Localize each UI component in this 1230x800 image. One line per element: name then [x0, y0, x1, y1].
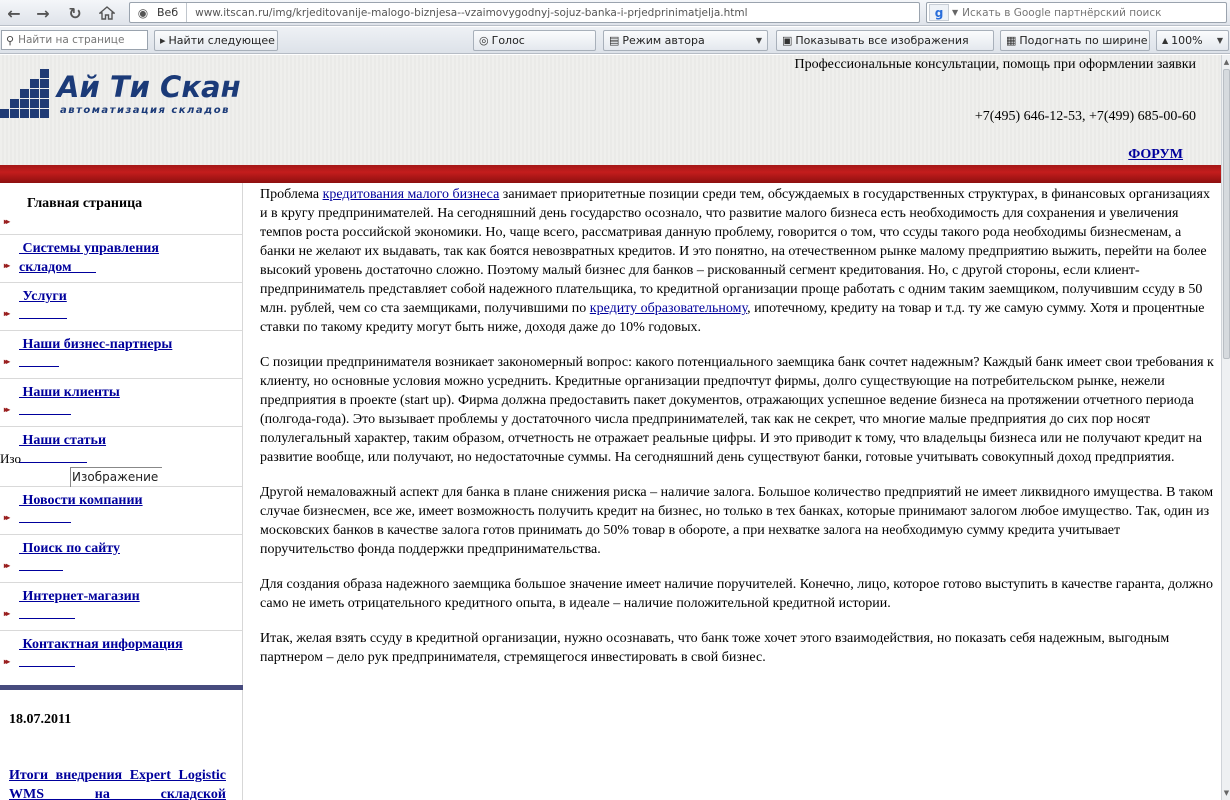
double-arrow-icon: ▸▸: [4, 309, 9, 318]
article-paragraph: Для создания образа надежного заемщика большое значение имеет наличие поручителей. Конечно, лицо, которое готово выступить в качестве гаранта, должно само не иметь отрицательного кредитного опыта, в идеале – наличие положительной кредитной истории.: [260, 577, 1214, 611]
forum-link[interactable]: ФОРУМ: [1128, 147, 1183, 162]
google-icon[interactable]: g: [929, 4, 949, 21]
news-date: 18.07.2011: [9, 712, 72, 727]
sidebar-item-news[interactable]: [0, 487, 242, 535]
fit-width-icon: ▦: [1006, 34, 1017, 47]
address-mode-label[interactable]: Веб: [157, 3, 187, 22]
reload-icon[interactable]: ↻: [68, 3, 82, 23]
sidebar: [0, 183, 243, 800]
address-url[interactable]: www.itscan.ru/img/krjeditovanije-malogo-biznjesa--vzaimovygodnyj-sojuz-banka-i-prjedprinimatjelja.html: [195, 6, 748, 19]
find-next-icon: ▸: [160, 34, 166, 47]
double-arrow-icon: ▸▸: [4, 217, 9, 226]
article-paragraph: Другой немаловажный аспект для банка в плане снижения риска – наличие залога. Большое количество предприятий не имеет ликвидного имущества. В таком случае бизнесмен, все же, имеет возможность получить кредит на бизнес, но только в тех банках, которые принимают залогом любое имущество. Так, один из московских банков в качестве залога готов принимать до 50% товар в обороте, а при нехватке залога на необходимую сумму кредита учитывает поручительство фонда поддержки предпринимательства.: [260, 485, 1214, 557]
sidebar-item-label[interactable]: Контактная информация: [22, 637, 183, 652]
sidebar-item-shop[interactable]: [0, 583, 242, 631]
article-link-small-business-credit[interactable]: кредитования малого бизнеса: [322, 187, 500, 202]
double-arrow-icon: ▸▸: [4, 405, 9, 414]
back-arrow-icon[interactable]: ←: [7, 3, 21, 23]
address-bar[interactable]: [129, 2, 920, 23]
image-alt-fragment: Изо: [0, 451, 21, 466]
double-arrow-icon: ▸▸: [4, 609, 9, 618]
sidebar-item-label[interactable]: Наши статьи: [22, 433, 107, 448]
sidebar-item-home[interactable]: [0, 183, 242, 235]
site-logo[interactable]: [0, 69, 240, 121]
zoom-dropdown[interactable]: [1156, 30, 1229, 51]
scroll-thumb[interactable]: [1223, 69, 1230, 359]
header-phones: +7(495) 646-12-53, +7(499) 685-00-60: [974, 109, 1196, 124]
author-mode-icon: ▤: [609, 34, 620, 47]
sidebar-item-clients[interactable]: [0, 379, 242, 427]
site-header: [0, 55, 1221, 165]
sidebar-item-articles[interactable]: [0, 427, 242, 487]
logo-grid-icon: [0, 69, 52, 121]
zoom-value: 100%: [1171, 34, 1203, 47]
article-paragraph: Итак, желая взять ссуду в кредитной организации, нужно осознавать, что банк тоже хочет этого взаимодействия, но показать себя надежным, выгодным партнером – дело рук предпринимателя, стремящегося инвестировать в свой бизнес.: [260, 631, 1170, 665]
sidebar-item-partners[interactable]: [0, 331, 242, 379]
search-input[interactable]: [962, 7, 1222, 19]
article-paragraph: Проблема кредитования малого бизнеса занимает приоритетные позиции среди тем, обсуждаемых в государственных структурах, в финансовых организациях и в кругу предпринимателей. На сегодняшний день государство осознало, что развитие малого бизнеса есть необходимость для сохранения и увеличения темпов роста российской экономики. Но, чаще всего, рассматривая данную проблему, говорится о том, что ссуды такого рода необходимы бизнесменам, а банки не желают их выдавать, так как боятся невозвратных кредитов. И это понятно, на отечественном рынке малому предприятию выжить, перейти на более высокий уровень достаточно сложно. Поэтому малый бизнес для банков – рискованный сегмент кредитования. Но, с другой стороны, если клиент-предприниматель представляет собой надежного плательщика, то кредитной организации проще работать с одним таким заемщиком, получившим ссуду в 50 млн. рублей, чем со ста заемщиками, получившими по кредиту образовательному, ипотечному, кредиту на товар и т.д. ту же самую сумму. Хотя и процентные ставки по такому кредиту могут быть ниже, доходя даже до 10% годовых.: [260, 187, 1210, 335]
image-placeholder: Изображение: [70, 467, 162, 487]
logo-name: Ай Ти Скан: [57, 70, 241, 104]
voice-label: Голос: [491, 34, 525, 47]
forward-arrow-icon[interactable]: →: [36, 3, 50, 23]
double-arrow-icon: ▸▸: [4, 357, 9, 366]
sidebar-item-label[interactable]: Поиск по сайту: [22, 541, 120, 556]
browser-nav-bar: [0, 0, 1230, 26]
sidebar-item-search[interactable]: [0, 535, 242, 583]
sidebar-item-contacts[interactable]: [0, 631, 242, 677]
header-tagline: Профессиональные консультации, помощь при оформлении заявки: [794, 57, 1196, 72]
image-icon: ▣: [782, 34, 793, 47]
sidebar-item-home-label: Главная страница: [27, 196, 143, 211]
header-red-band: [0, 165, 1221, 183]
sidebar-item-label[interactable]: Наши бизнес-партнеры: [22, 337, 173, 352]
double-arrow-icon: ▸▸: [4, 261, 9, 270]
article-paragraph: С позиции предпринимателя возникает закономерный вопрос: какого потенциального заемщика банк сочтет надежным? Каждый банк имеет свои требования к клиенту, но основные условия можно усреднить. Кредитные организации предпочтут фирмы, долго существующие на потребительском рынке, нежели предприятия в проекте (start up). Фирма должна предоставить пакет документов, отражающих успешное ведение бизнеса на протяжении отчетного периода (полгода-года). Это вызывает проблемы у достаточного числа предпринимателей, так как не секрет, что многие малые предприятия до сих пор носят полулегальный характер, таким образом, отчетность не отражает реальные цифры. И это приводит к тому, что владельцы бизнеса или не получают кредит на развитие вообще, или получают, но недостаточные суммы. На сегодняшний день существуют банки, готовые учитывать совокупный доход предприятия.: [260, 355, 1214, 465]
sidebar-item-label[interactable]: Услуги: [22, 289, 67, 304]
show-images-button[interactable]: [776, 30, 994, 51]
double-arrow-icon: ▸▸: [4, 561, 9, 570]
web-page: [0, 55, 1221, 800]
chevron-down-icon[interactable]: ▼: [952, 8, 959, 17]
find-next-label: Найти следующее: [168, 34, 275, 47]
fit-width-label: Подогнать по ширине: [1019, 34, 1148, 47]
search-box[interactable]: [926, 2, 1227, 23]
news-block: [0, 685, 243, 800]
chevron-down-icon: ▼: [755, 36, 762, 45]
sidebar-item-label[interactable]: Интернет-магазин: [22, 589, 140, 604]
double-arrow-icon: ▸▸: [4, 513, 9, 522]
voice-button[interactable]: [473, 30, 596, 51]
logo-tagline: автоматизация складов: [60, 105, 230, 116]
browser-toolbar: [0, 27, 1230, 54]
globe-icon: ◉: [137, 5, 149, 20]
sidebar-item-services[interactable]: [0, 283, 242, 331]
find-next-button[interactable]: [154, 30, 278, 51]
scroll-up-icon[interactable]: ▲: [1223, 58, 1230, 66]
chevron-down-icon: ▼: [1216, 36, 1223, 45]
home-icon[interactable]: [95, 2, 119, 24]
article-link-education-credit[interactable]: кредиту образовательному: [589, 301, 748, 316]
find-box[interactable]: [1, 30, 148, 50]
news-link[interactable]: Итоги внедрения Expert Logistic WMS на складской: [9, 768, 226, 800]
double-arrow-icon: ▸▸: [4, 657, 9, 666]
sidebar-item-label[interactable]: Системы управления складом: [19, 241, 159, 275]
search-icon: ⚲: [6, 33, 15, 47]
show-images-label: Показывать все изображения: [795, 34, 969, 47]
page-scrollbar[interactable]: [1221, 55, 1230, 800]
zoom-icon: ▲: [1162, 36, 1169, 45]
article-content: [260, 185, 1215, 683]
scroll-down-icon[interactable]: ▼: [1223, 789, 1230, 797]
author-mode-dropdown[interactable]: [603, 30, 768, 51]
fit-width-button[interactable]: [1000, 30, 1150, 51]
sidebar-item-wms[interactable]: [0, 235, 242, 283]
microphone-icon: ◎: [479, 34, 489, 47]
sidebar-item-label[interactable]: Новости компании: [22, 493, 143, 508]
sidebar-item-label[interactable]: Наши клиенты: [22, 385, 120, 400]
find-input[interactable]: [18, 34, 138, 46]
author-mode-label: Режим автора: [622, 34, 705, 47]
